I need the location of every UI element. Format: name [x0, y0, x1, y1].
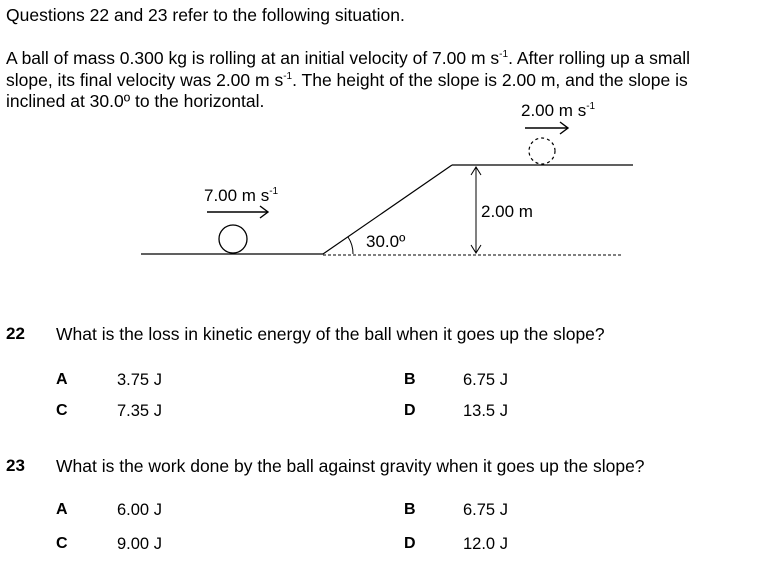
paragraph-line-1: A ball of mass 0.300 kg is rolling at an initial velocity of 7.00 m $s^{-1}$. After rolling up a small [6, 48, 690, 68]
intro-text: Questions 22 and 23 refer to the following situation. [6, 5, 405, 25]
q23-option-b-value[interactable]: 6.75 J [463, 501, 508, 519]
q22-option-c-value[interactable]: 7.35 J [117, 402, 162, 420]
angle-label: 30.0º [366, 232, 406, 251]
q23-option-c-value[interactable]: 9.00 J [117, 535, 162, 553]
paragraph-line-2: slope, its final velocity was 2.00 m $s^{-1}$. The height of the slope is 2.00 m, and the slope is [6, 69, 688, 90]
q23-option-d-value[interactable]: 12.0 J [463, 535, 508, 553]
height-label: 2.00 m [481, 202, 533, 221]
angle-arc [348, 237, 353, 254]
q22-option-d-letter: D [404, 402, 416, 419]
q23-option-a-value[interactable]: 6.00 J [117, 501, 162, 519]
q22-option-c-letter: C [56, 402, 68, 419]
question-22-text: What is the loss in kinetic energy of the ball when it goes up the slope? [56, 324, 605, 344]
initial-velocity-label: 7.00 m $s^{-1}$ [204, 186, 279, 205]
question-23-number: 23 [6, 456, 25, 475]
final-velocity-label: 2.00 m $s^{-1}$ [521, 101, 596, 120]
q22-option-b-letter: B [404, 371, 416, 388]
final-ball-dashed [529, 138, 555, 164]
initial-ball [219, 225, 247, 253]
question-23-text: What is the work done by the ball against gravity when it goes up the slope? [56, 456, 645, 476]
q22-option-b-value[interactable]: 6.75 J [463, 371, 508, 389]
q22-option-d-value[interactable]: 13.5 J [463, 402, 508, 420]
q23-option-d-letter: D [404, 535, 416, 552]
q23-option-b-letter: B [404, 501, 416, 518]
q23-option-a-letter: A [56, 501, 68, 518]
paragraph-line-3: inclined at 30.0º to the horizontal. [6, 91, 265, 111]
q22-option-a-letter: A [56, 371, 68, 388]
question-22-number: 22 [6, 324, 25, 343]
q22-option-a-value[interactable]: 3.75 J [117, 371, 162, 389]
q23-option-c-letter: C [56, 535, 68, 552]
